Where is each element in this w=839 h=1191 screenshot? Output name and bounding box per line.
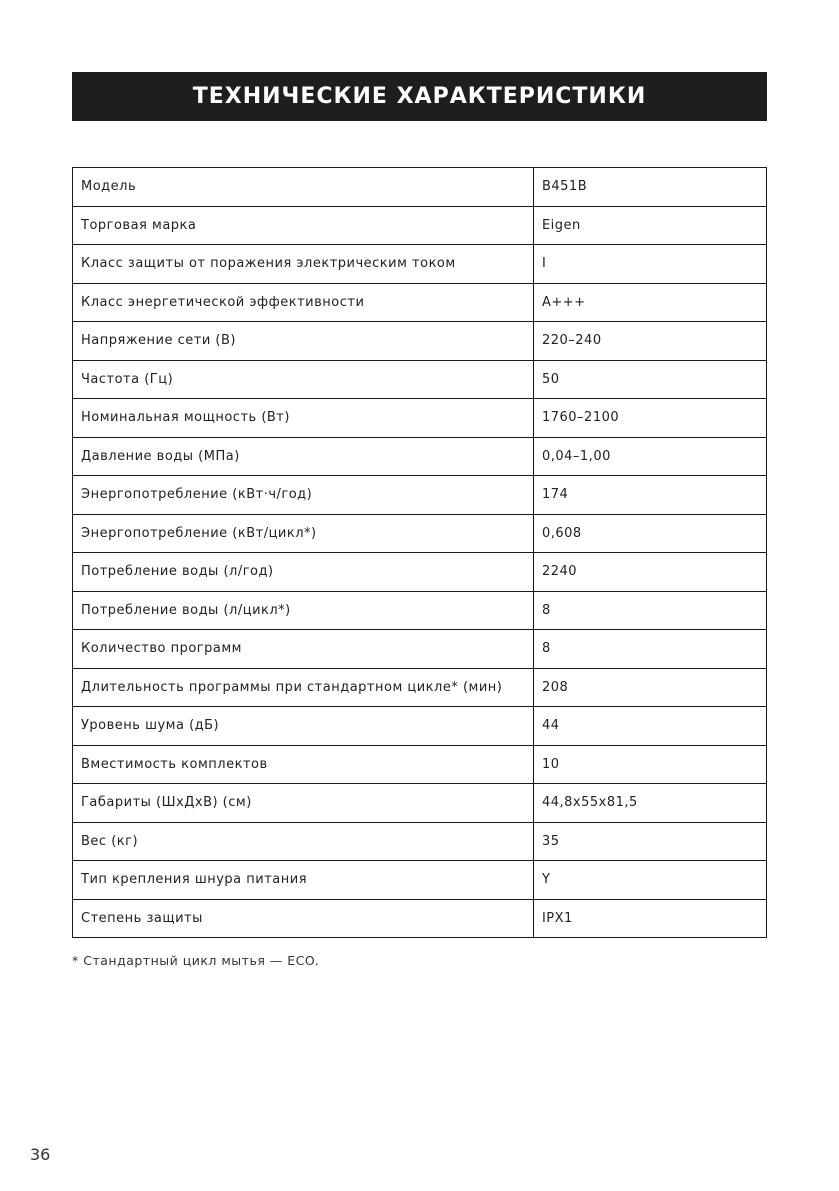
spec-value: A+++ xyxy=(533,283,766,322)
spec-value: 0,04–1,00 xyxy=(533,437,766,476)
spec-value: 10 xyxy=(533,745,766,784)
spec-parameter: Длительность программы при стандартном цикле* (мин) xyxy=(73,668,534,707)
table-row xyxy=(73,668,767,707)
spec-value: 44 xyxy=(533,707,766,746)
spec-parameter: Габариты (ШхДхВ) (см) xyxy=(73,784,534,823)
spec-value: 208 xyxy=(533,668,766,707)
table-row xyxy=(73,630,767,669)
table-row xyxy=(73,784,767,823)
spec-parameter: Потребление воды (л/цикл*) xyxy=(73,591,534,630)
table-row xyxy=(73,168,767,207)
table-row xyxy=(73,476,767,515)
spec-parameter: Тип крепления шнура питания xyxy=(73,861,534,900)
spec-parameter: Количество программ xyxy=(73,630,534,669)
spec-parameter: Класс энергетической эффективности xyxy=(73,283,534,322)
spec-parameter: Вместимость комплектов xyxy=(73,745,534,784)
table-row xyxy=(73,591,767,630)
spec-value: 174 xyxy=(533,476,766,515)
footnote: * Стандартный цикл мытья — ECO. xyxy=(72,953,320,968)
spec-value: 2240 xyxy=(533,553,766,592)
spec-parameter: Уровень шума (дБ) xyxy=(73,707,534,746)
spec-value: Eigen xyxy=(533,206,766,245)
spec-value: IPX1 xyxy=(533,899,766,938)
spec-parameter: Потребление воды (л/год) xyxy=(73,553,534,592)
spec-parameter: Степень защиты xyxy=(73,899,534,938)
specifications-table xyxy=(72,167,767,938)
spec-value: 50 xyxy=(533,360,766,399)
table-row xyxy=(73,322,767,361)
spec-parameter: Энергопотребление (кВт·ч/год) xyxy=(73,476,534,515)
table-row xyxy=(73,861,767,900)
table-row xyxy=(73,745,767,784)
spec-value: 8 xyxy=(533,591,766,630)
spec-value: B451B xyxy=(533,168,766,207)
table-row xyxy=(73,553,767,592)
spec-value: Y xyxy=(533,861,766,900)
spec-value: 220–240 xyxy=(533,322,766,361)
section-title: ТЕХНИЧЕСКИЕ ХАРАКТЕРИСТИКИ xyxy=(192,84,647,109)
section-title-bar xyxy=(72,72,767,121)
table-row xyxy=(73,514,767,553)
spec-parameter: Модель xyxy=(73,168,534,207)
spec-parameter: Торговая марка xyxy=(73,206,534,245)
spec-parameter: Класс защиты от поражения электрическим током xyxy=(73,245,534,284)
spec-value: 8 xyxy=(533,630,766,669)
page-number: 36 xyxy=(30,1145,51,1164)
spec-parameter: Энергопотребление (кВт/цикл*) xyxy=(73,514,534,553)
table-row xyxy=(73,822,767,861)
table-row xyxy=(73,399,767,438)
spec-parameter: Номинальная мощность (Вт) xyxy=(73,399,534,438)
table-row xyxy=(73,283,767,322)
spec-parameter: Частота (Гц) xyxy=(73,360,534,399)
table-row xyxy=(73,707,767,746)
spec-parameter: Давление воды (МПа) xyxy=(73,437,534,476)
spec-value: I xyxy=(533,245,766,284)
table-row xyxy=(73,437,767,476)
table-row xyxy=(73,899,767,938)
spec-value: 0,608 xyxy=(533,514,766,553)
spec-value: 35 xyxy=(533,822,766,861)
spec-value: 44,8x55x81,5 xyxy=(533,784,766,823)
table-row xyxy=(73,206,767,245)
spec-value: 1760–2100 xyxy=(533,399,766,438)
table-row xyxy=(73,360,767,399)
table-row xyxy=(73,245,767,284)
spec-parameter: Вес (кг) xyxy=(73,822,534,861)
spec-parameter: Напряжение сети (В) xyxy=(73,322,534,361)
